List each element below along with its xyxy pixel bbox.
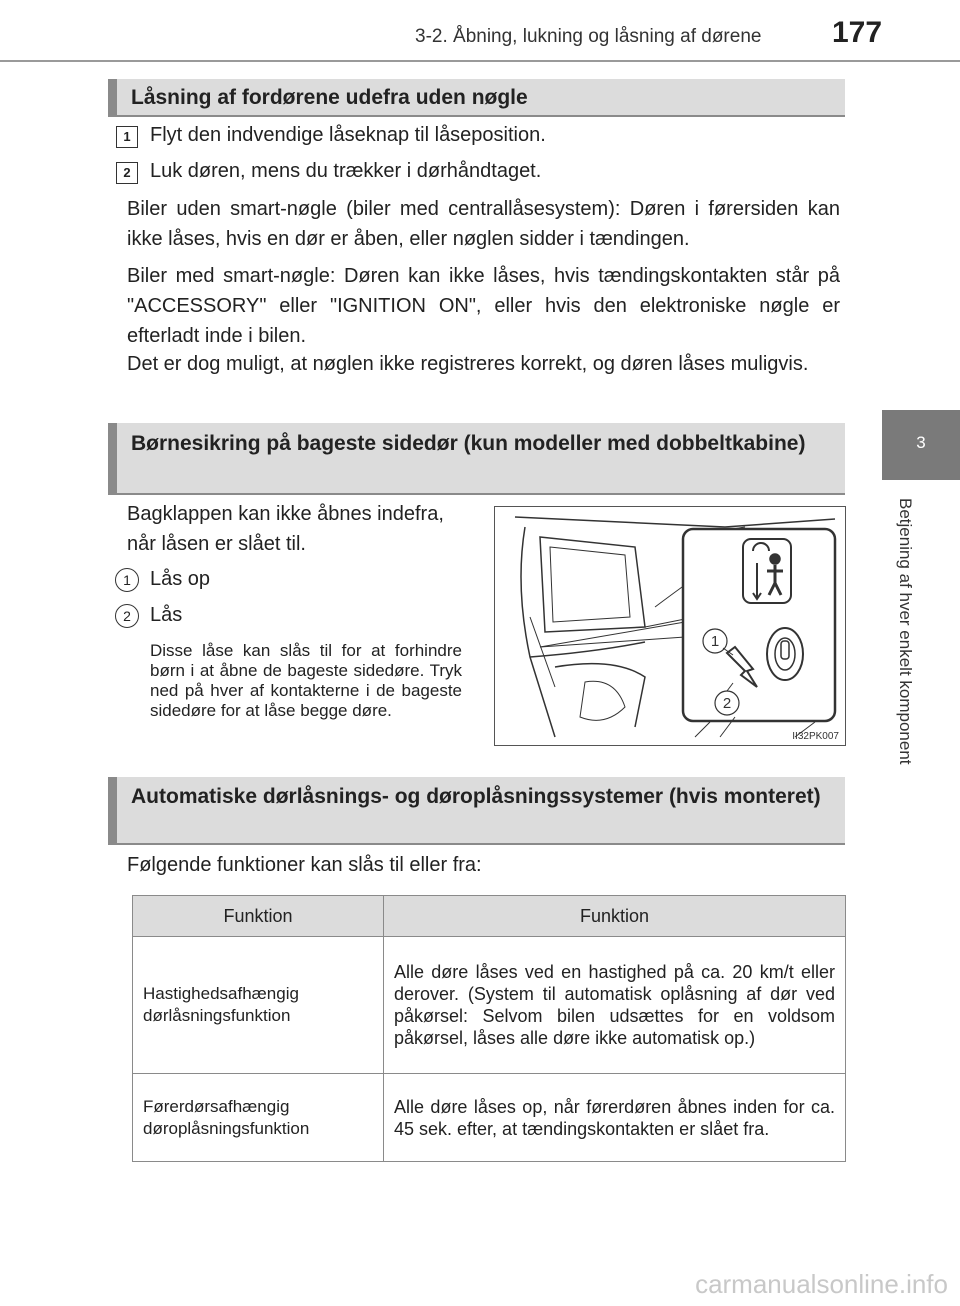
table-row — [133, 937, 846, 1074]
section-heading-lock-front-doors: Låsning af fordørene udefra uden nøgle — [108, 79, 845, 117]
child-lock-note: Disse låse kan slås til for at forhindre børn i at åbne de bageste sidedøre. Tryk ned på hver af kontakterne i de bageste sidedøre for at låse begge døre. — [150, 641, 462, 720]
table-header: Funktion — [133, 896, 384, 937]
section-heading-auto-lock: Automatiske dørlåsnings- og døroplåsningssystemer (hvis monteret) — [108, 777, 845, 845]
function-name: Hastighedsafhængig dørlåsningsfunktion — [133, 937, 384, 1074]
function-name: Førerdørsafhængig døroplåsningsfunktion — [133, 1074, 384, 1162]
table-header: Funktion — [384, 896, 846, 937]
function-description: Alle døre låses ved en hastighed på ca. 20 km/t eller derover. (System til automatisk oplåsning af dør ved påkørsel: Selvom bilen udsættes for en voldsom påkørsel, låses alle døre ikke automatisk op.) — [384, 937, 846, 1074]
table-row — [133, 1074, 846, 1162]
child-lock-intro: Bagklappen kan ikke åbnes indefra, når låsen er slået til. — [127, 503, 444, 555]
callout-1: 1 — [710, 633, 720, 650]
item-unlock: Lås op — [150, 568, 211, 590]
door-illustration — [495, 507, 845, 745]
step-badge: 2 — [116, 162, 138, 184]
function-table — [132, 895, 846, 1162]
paragraph-note: Det er dog muligt, at nøglen ikke registreres korrekt, og døren låses muligvis. — [127, 353, 809, 375]
step-badge: 1 — [116, 126, 138, 148]
header-divider — [0, 60, 960, 62]
item-lock: Lås — [150, 604, 183, 626]
auto-lock-intro: Følgende funktioner kan slås til eller fra: — [127, 854, 482, 876]
paragraph-smart-key: Biler med smart-nøgle: Døren kan ikke låses, hvis tændingskontakten står på "ACCESSORY" eller "IGNITION ON", eller hvis den elektroniske nøgle er efterladt inde i bilen. — [127, 265, 840, 347]
chapter-number: 3 — [916, 433, 926, 452]
step-text: Flyt den indvendige låseknap til låseposition. — [150, 124, 546, 146]
running-header: 3-2. Åbning, lukning og låsning af dørene — [415, 26, 762, 47]
callout-2: 2 — [722, 695, 732, 712]
watermark: carmanualsonline.info — [695, 1269, 948, 1299]
item-number: 2 — [115, 604, 139, 628]
paragraph-no-smart-key: Biler uden smart-nøgle (biler med centrallåsesystem): Døren i førersiden kan ikke låses, hvis en dør er åben, eller nøglen sidder i tændingen. — [127, 198, 840, 250]
item-number: 1 — [115, 568, 139, 592]
step-text: Luk døren, mens du trækker i dørhåndtaget. — [150, 160, 542, 182]
function-description: Alle døre låses op, når førerdøren åbnes inden for ca. 45 sek. efter, at tændingskontakten er slået fra. — [384, 1074, 846, 1162]
section-heading-child-lock: Børnesikring på bageste sidedør (kun modeller med dobbeltkabine) — [108, 423, 845, 495]
chapter-label: Betjening af hver enkelt komponent — [896, 498, 915, 765]
figure-code: II32PK007 — [792, 731, 839, 742]
door-figure — [494, 506, 846, 746]
page-number: 177 — [832, 16, 883, 49]
